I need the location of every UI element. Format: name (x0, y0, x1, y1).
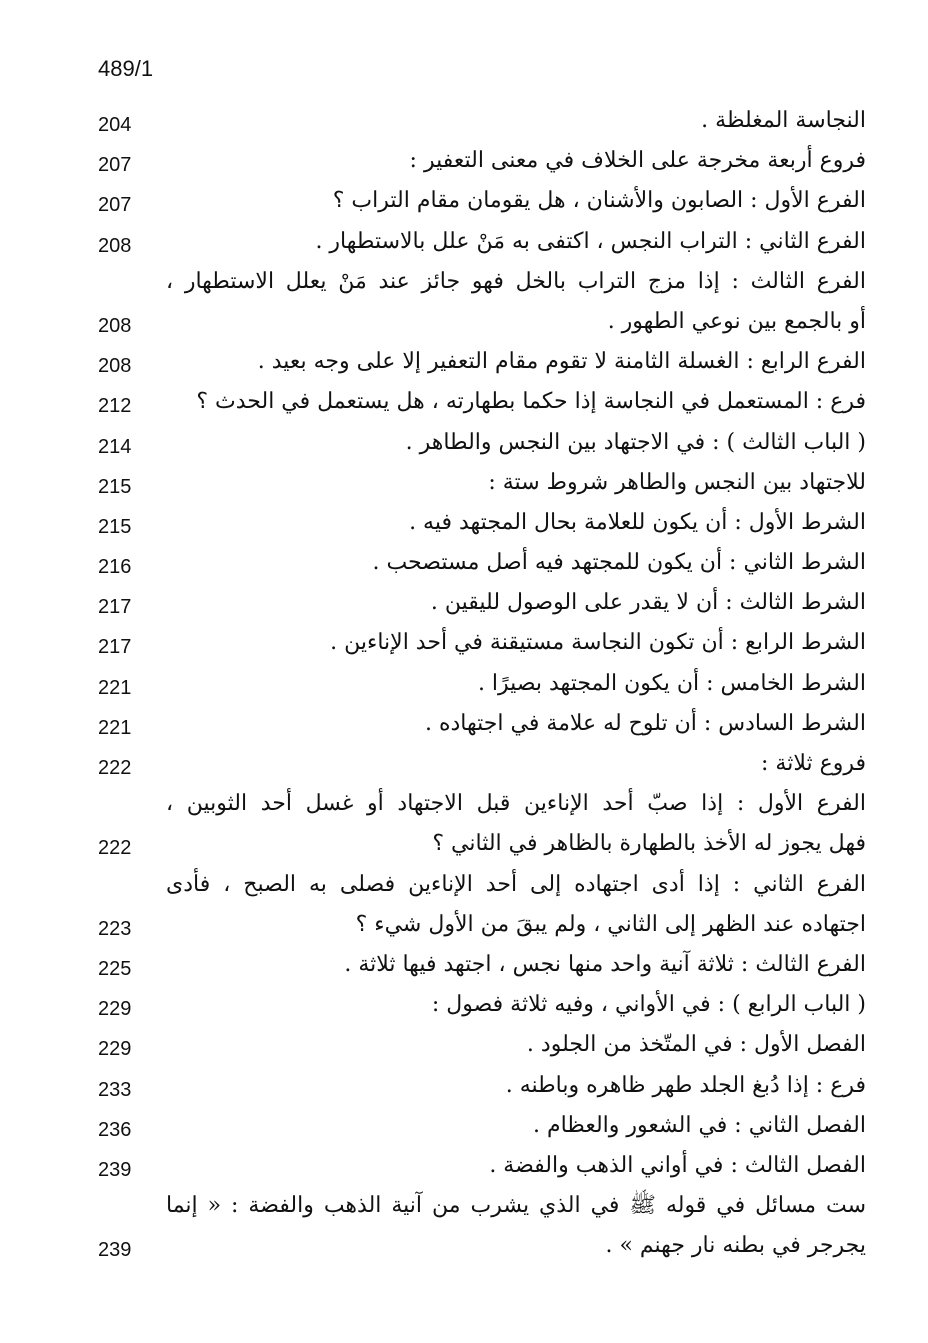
list-item (96, 343, 866, 383)
list-item (96, 223, 866, 263)
entry-title: الشرط السادس : أن تلوح له علامة في اجتهاده . (424, 710, 866, 736)
entry-page-number: 229 (98, 998, 132, 1021)
entry-page-number: 215 (98, 475, 132, 498)
list-item (96, 504, 866, 544)
list-item (96, 544, 866, 584)
list-item (96, 182, 866, 222)
entry-title: ( الباب الرابع ) : في الأواني ، وفيه ثلاثة فصول : (431, 992, 866, 1018)
list-item (96, 102, 866, 142)
entry-title: الشرط الرابع : أن تكون النجاسة مستيقنة في أحد الإناءين . (330, 630, 866, 656)
entry-title: الفرع الثاني : التراب النجس ، اكتفى به مَنْ علل بالاستطهار . (315, 228, 866, 254)
entry-page-number: 207 (98, 194, 132, 217)
list-item (96, 946, 866, 986)
entry-title: الفصل الثالث : في أواني الذهب والفضة . (489, 1152, 866, 1178)
list-item (96, 1227, 866, 1267)
list-item (96, 1107, 866, 1147)
list-item (96, 745, 866, 785)
page-number: 489/1 (98, 56, 154, 81)
entry-page-number: 217 (98, 636, 132, 659)
list-item (96, 665, 866, 705)
entry-page-number: 222 (98, 757, 132, 779)
entry-page-number: 239 (98, 1158, 132, 1181)
entry-title: الشرط الخامس : أن يكون المجتهد بصيرًا . (477, 670, 866, 696)
entry-title: الشرط الأول : أن يكون للعلامة بحال المجتهد فيه . (409, 509, 866, 535)
entry-title: الفصل الثاني : في الشعور والعظام . (533, 1112, 866, 1138)
list-item (96, 1026, 866, 1066)
entry-page-number: 229 (98, 1038, 132, 1061)
entry-page-number: 221 (98, 676, 132, 699)
entry-title: يجرجر في بطنه نار جهنم » . (605, 1233, 866, 1259)
entry-title: الفرع الأول : إذا صبّ أحد الإناءين قبل الاجتهاد أو غسل أحد الثوبين ، (166, 791, 866, 817)
entry-page-number: 222 (98, 837, 132, 860)
entry-page-number: 208 (98, 314, 132, 337)
entry-title: اجتهاده عند الظهر إلى الثاني ، ولم يبقَ من الأول شيء ؟ (355, 911, 866, 937)
list-item (96, 986, 866, 1026)
entry-title: فرع : المستعمل في النجاسة إذا حكما بطهارته ، هل يستعمل في الحدث ؟ (196, 389, 866, 415)
entry-page-number: 217 (98, 596, 132, 619)
entry-title: أو بالجمع بين نوعي الطهور . (607, 308, 866, 334)
entry-title: الشرط الثالث : أن لا يقدر على الوصول لليقين . (430, 590, 866, 616)
list-item (96, 464, 866, 504)
list-item (96, 825, 866, 865)
entry-page-number: 221 (98, 716, 132, 739)
entry-title: الشرط الثاني : أن يكون للمجتهد فيه أصل مستصحب . (372, 550, 866, 576)
list-item (96, 142, 866, 182)
entry-title: فروع ثلاثة : (761, 751, 866, 776)
entry-title: الفرع الأول : الصابون والأشنان ، هل يقومان مقام التراب ؟ (332, 188, 866, 214)
entry-page-number: 223 (98, 917, 132, 940)
entry-title: الفصل الأول : في المتّخذ من الجلود . (526, 1032, 866, 1058)
list-item (96, 1067, 866, 1107)
entry-page-number: 208 (98, 234, 132, 257)
entry-page-number: 236 (98, 1118, 132, 1141)
entry-page-number: 233 (98, 1078, 132, 1101)
entry-title: الفرع الرابع : الغسلة الثامنة لا تقوم مقام التعفير إلا على وجه بعيد . (257, 349, 866, 375)
contents-list (96, 102, 866, 1267)
list-item (96, 866, 866, 906)
entry-title: النجاسة المغلظة . (701, 108, 866, 133)
entry-page-number: 212 (98, 395, 132, 418)
entry-title: فروع أربعة مخرجة على الخلاف في معنى التعفير : (409, 148, 866, 174)
entry-title: الفرع الثالث : إذا مزج التراب بالخل فهو جائز عند مَنْ يعلل الاستطهار ، (166, 268, 866, 294)
entry-page-number: 208 (98, 355, 132, 378)
list-item (96, 785, 866, 825)
entry-title: ( الباب الثالث ) : في الاجتهاد بين النجس والطاهر . (405, 429, 866, 455)
list-item (96, 705, 866, 745)
entry-page-number: 207 (98, 154, 132, 177)
entry-page-number: 239 (98, 1239, 132, 1262)
list-item (96, 1147, 866, 1187)
list-item (96, 584, 866, 624)
entry-page-number: 215 (98, 515, 132, 538)
list-item (96, 1187, 866, 1227)
entry-title: للاجتهاد بين النجس والطاهر شروط ستة : (488, 469, 866, 495)
list-item (96, 424, 866, 464)
list-item (96, 906, 866, 946)
entry-page-number: 214 (98, 435, 132, 458)
list-item (96, 303, 866, 343)
entry-title: الفرع الثالث : ثلاثة آنية واحد منها نجس ، اجتهد فيها ثلاثة . (344, 951, 866, 977)
entry-title: ست مسائل في قوله ﷺ في الذي يشرب من آنية الذهب والفضة : « إنما (166, 1193, 866, 1219)
entry-title: الفرع الثاني : إذا أدى اجتهاده إلى أحد الإناءين فصلى به الصبح ، فأدى (166, 871, 866, 897)
entry-title: فهل يجوز له الأخذ بالطهارة بالظاهر في الثاني ؟ (432, 831, 866, 857)
list-item (96, 263, 866, 303)
entry-title: فرع : إذا دُبغ الجلد طهر ظاهره وباطنه . (505, 1072, 866, 1098)
list-item (96, 383, 866, 423)
list-item (96, 624, 866, 664)
entry-page-number: 204 (98, 114, 132, 136)
entry-page-number: 225 (98, 957, 132, 980)
entry-page-number: 216 (98, 556, 132, 579)
